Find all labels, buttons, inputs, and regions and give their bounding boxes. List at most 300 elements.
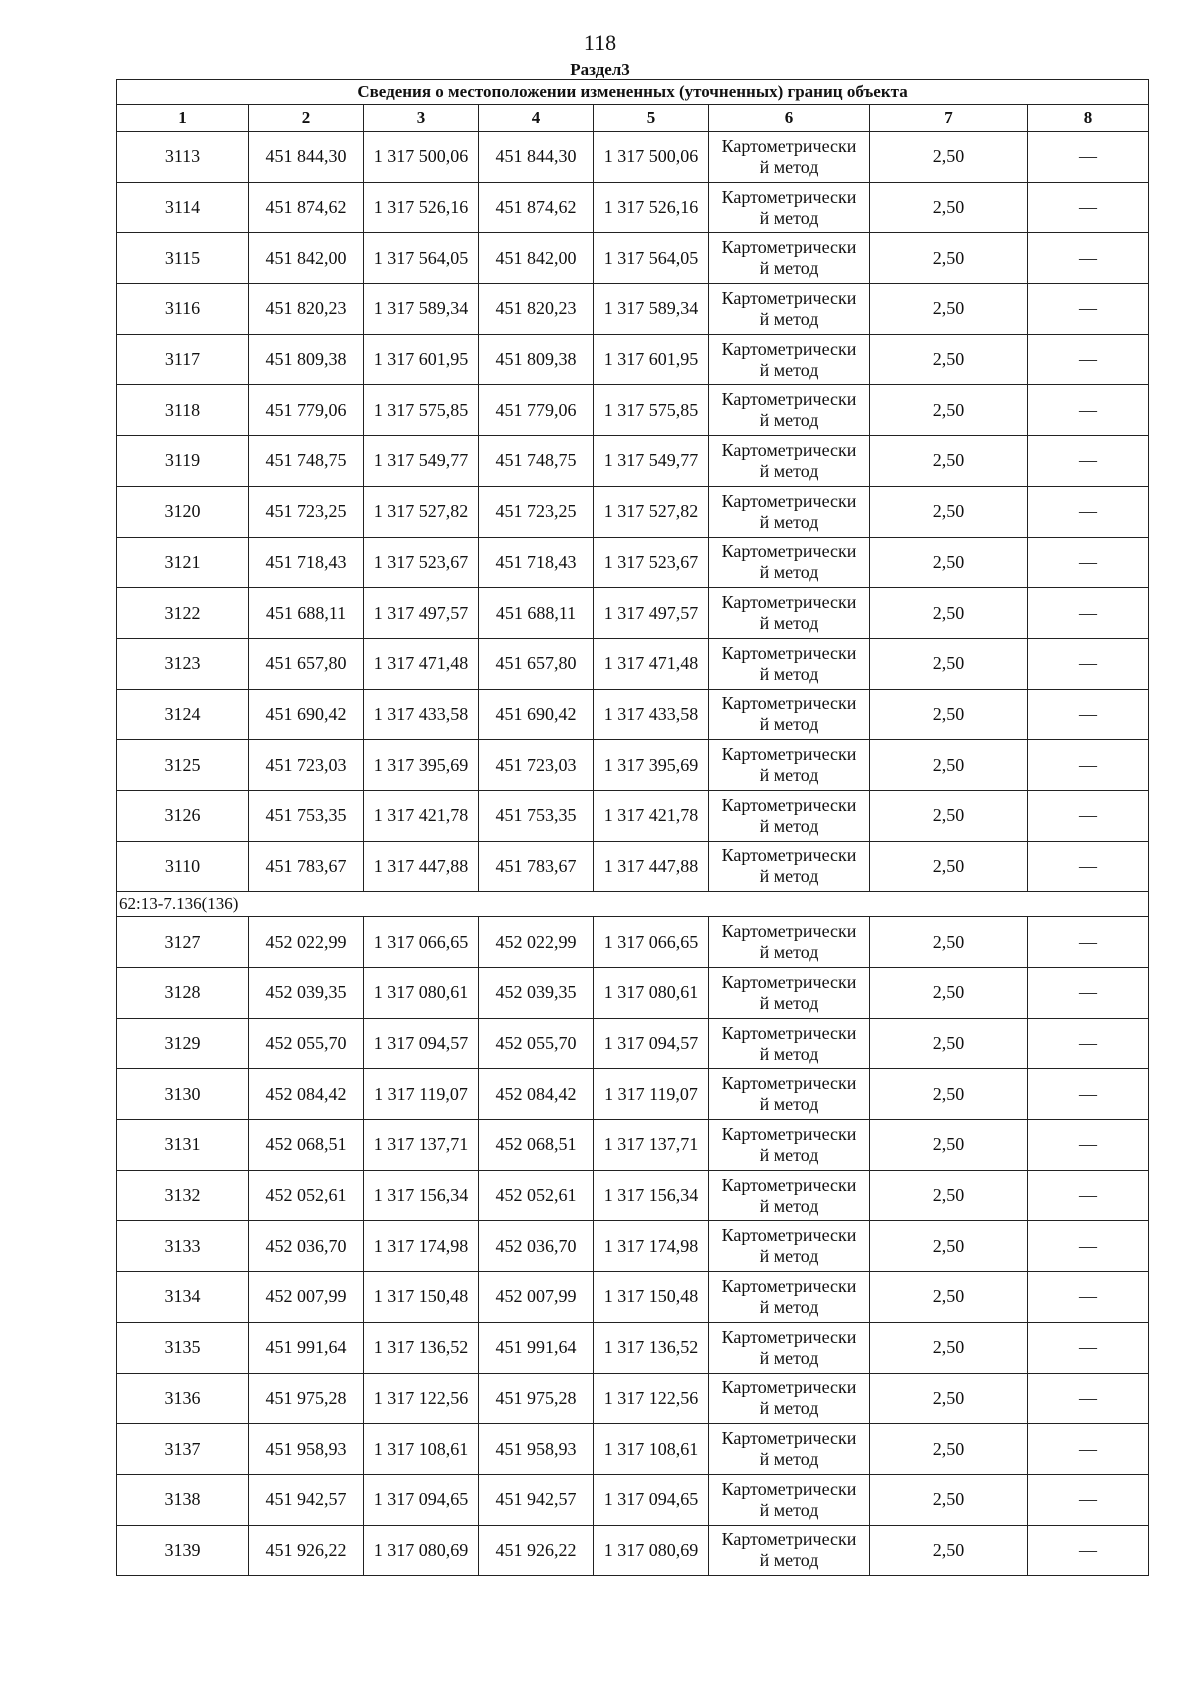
method-line1: Картометрически (721, 338, 857, 359)
table-row (117, 1322, 1149, 1373)
accuracy-cell: 2,50 (870, 689, 1028, 740)
y-coordinate-cell: 1 317 066,65 (594, 917, 709, 968)
description-cell: — (1028, 1018, 1149, 1069)
x-coordinate-cell: 451 723,03 (479, 740, 594, 791)
method-line1: Картометрически (721, 744, 857, 765)
method-line2: й метод (759, 308, 819, 329)
point-number-cell: 3126 (117, 790, 249, 841)
x-coordinate-cell: 451 926,22 (479, 1525, 594, 1576)
x-coordinate-cell: 452 052,61 (249, 1170, 364, 1221)
table-row (117, 841, 1149, 892)
point-number-cell: 3129 (117, 1018, 249, 1069)
accuracy-cell: 2,50 (870, 588, 1028, 639)
x-coordinate-cell: 452 007,99 (479, 1272, 594, 1323)
point-number-cell: 3121 (117, 537, 249, 588)
method-cell (709, 486, 870, 537)
table-row (117, 486, 1149, 537)
y-coordinate-cell: 1 317 174,98 (594, 1221, 709, 1272)
y-coordinate-cell: 1 317 094,65 (364, 1474, 479, 1525)
column-header-1: 1 (117, 105, 249, 132)
accuracy-cell: 2,50 (870, 740, 1028, 791)
method-line1: Картометрически (721, 971, 857, 992)
method-line2: й метод (759, 1398, 819, 1419)
method-line1: Картометрически (721, 135, 857, 156)
method-line1: Картометрически (721, 592, 857, 613)
method-line1: Картометрически (721, 1123, 857, 1144)
x-coordinate-cell: 451 779,06 (479, 385, 594, 436)
description-cell: — (1028, 486, 1149, 537)
y-coordinate-cell: 1 317 601,95 (594, 334, 709, 385)
accuracy-cell: 2,50 (870, 968, 1028, 1019)
point-number-cell: 3133 (117, 1221, 249, 1272)
y-coordinate-cell: 1 317 119,07 (594, 1069, 709, 1120)
point-number-cell: 3110 (117, 841, 249, 892)
point-number-cell: 3137 (117, 1424, 249, 1475)
x-coordinate-cell: 452 022,99 (479, 917, 594, 968)
description-cell: — (1028, 132, 1149, 183)
x-coordinate-cell: 451 657,80 (479, 638, 594, 689)
x-coordinate-cell: 451 753,35 (249, 790, 364, 841)
y-coordinate-cell: 1 317 549,77 (364, 436, 479, 487)
table-row (117, 1373, 1149, 1424)
table-row (117, 1272, 1149, 1323)
y-coordinate-cell: 1 317 080,69 (594, 1525, 709, 1576)
point-number-cell: 3134 (117, 1272, 249, 1323)
method-cell (709, 1322, 870, 1373)
method-line2: й метод (759, 258, 819, 279)
x-coordinate-cell: 451 657,80 (249, 638, 364, 689)
point-number-cell: 3139 (117, 1525, 249, 1576)
column-header-7: 7 (870, 105, 1028, 132)
method-line2: й метод (759, 562, 819, 583)
accuracy-cell: 2,50 (870, 284, 1028, 335)
y-coordinate-cell: 1 317 174,98 (364, 1221, 479, 1272)
x-coordinate-cell: 451 688,11 (249, 588, 364, 639)
table-row (117, 638, 1149, 689)
table-row (117, 1525, 1149, 1576)
method-line2: й метод (759, 714, 819, 735)
method-cell (709, 1525, 870, 1576)
x-coordinate-cell: 451 723,25 (479, 486, 594, 537)
x-coordinate-cell: 451 842,00 (249, 233, 364, 284)
table-body (117, 132, 1149, 1576)
x-coordinate-cell: 451 975,28 (479, 1373, 594, 1424)
x-coordinate-cell: 452 052,61 (479, 1170, 594, 1221)
x-coordinate-cell: 452 036,70 (249, 1221, 364, 1272)
method-cell (709, 1424, 870, 1475)
accuracy-cell: 2,50 (870, 182, 1028, 233)
y-coordinate-cell: 1 317 500,06 (594, 132, 709, 183)
x-coordinate-cell: 452 055,70 (249, 1018, 364, 1069)
y-coordinate-cell: 1 317 080,69 (364, 1525, 479, 1576)
method-line1: Картометрически (721, 389, 857, 410)
accuracy-cell: 2,50 (870, 1018, 1028, 1069)
method-cell (709, 182, 870, 233)
method-cell (709, 1373, 870, 1424)
description-cell: — (1028, 284, 1149, 335)
x-coordinate-cell: 451 991,64 (249, 1322, 364, 1373)
table-row (117, 740, 1149, 791)
table-row (117, 1018, 1149, 1069)
accuracy-cell: 2,50 (870, 1474, 1028, 1525)
method-line2: й метод (759, 1296, 819, 1317)
y-coordinate-cell: 1 317 447,88 (594, 841, 709, 892)
method-line2: й метод (759, 992, 819, 1013)
y-coordinate-cell: 1 317 433,58 (594, 689, 709, 740)
point-number-cell: 3131 (117, 1120, 249, 1171)
y-coordinate-cell: 1 317 549,77 (594, 436, 709, 487)
y-coordinate-cell: 1 317 497,57 (364, 588, 479, 639)
point-number-cell: 3130 (117, 1069, 249, 1120)
y-coordinate-cell: 1 317 575,85 (364, 385, 479, 436)
accuracy-cell: 2,50 (870, 1170, 1028, 1221)
table-row (117, 968, 1149, 1019)
y-coordinate-cell: 1 317 497,57 (594, 588, 709, 639)
accuracy-cell: 2,50 (870, 1322, 1028, 1373)
method-cell (709, 132, 870, 183)
description-cell: — (1028, 1221, 1149, 1272)
description-cell: — (1028, 1170, 1149, 1221)
x-coordinate-cell: 451 991,64 (479, 1322, 594, 1373)
method-cell (709, 917, 870, 968)
accuracy-cell: 2,50 (870, 486, 1028, 537)
y-coordinate-cell: 1 317 094,57 (594, 1018, 709, 1069)
method-line2: й метод (759, 460, 819, 481)
point-number-cell: 3138 (117, 1474, 249, 1525)
point-number-cell: 3135 (117, 1322, 249, 1373)
y-coordinate-cell: 1 317 119,07 (364, 1069, 479, 1120)
y-coordinate-cell: 1 317 421,78 (364, 790, 479, 841)
y-coordinate-cell: 1 317 564,05 (364, 233, 479, 284)
point-number-cell: 3119 (117, 436, 249, 487)
description-cell: — (1028, 182, 1149, 233)
x-coordinate-cell: 451 874,62 (249, 182, 364, 233)
table-caption: Сведения о местоположении измененных (уточненных) границ объекта (117, 80, 1149, 105)
accuracy-cell: 2,50 (870, 233, 1028, 284)
x-coordinate-cell: 451 783,67 (479, 841, 594, 892)
method-line2: й метод (759, 815, 819, 836)
y-coordinate-cell: 1 317 137,71 (364, 1120, 479, 1171)
point-number-cell: 3113 (117, 132, 249, 183)
method-line2: й метод (759, 663, 819, 684)
table-row (117, 1069, 1149, 1120)
method-line1: Картометрически (721, 1275, 857, 1296)
description-cell: — (1028, 233, 1149, 284)
method-line2: й метод (759, 942, 819, 963)
method-line2: й метод (759, 359, 819, 380)
x-coordinate-cell: 452 007,99 (249, 1272, 364, 1323)
method-line2: й метод (759, 1043, 819, 1064)
y-coordinate-cell: 1 317 589,34 (594, 284, 709, 335)
y-coordinate-cell: 1 317 523,67 (364, 537, 479, 588)
column-header-8: 8 (1028, 105, 1149, 132)
point-number-cell: 3118 (117, 385, 249, 436)
table-row (117, 334, 1149, 385)
table-row (117, 1221, 1149, 1272)
method-cell (709, 1170, 870, 1221)
column-header-2: 2 (249, 105, 364, 132)
x-coordinate-cell: 451 779,06 (249, 385, 364, 436)
y-coordinate-cell: 1 317 526,16 (364, 182, 479, 233)
method-line2: й метод (759, 1195, 819, 1216)
x-coordinate-cell: 451 753,35 (479, 790, 594, 841)
y-coordinate-cell: 1 317 433,58 (364, 689, 479, 740)
method-line2: й метод (759, 613, 819, 634)
method-line1: Картометрически (721, 186, 857, 207)
column-header-4: 4 (479, 105, 594, 132)
y-coordinate-cell: 1 317 601,95 (364, 334, 479, 385)
x-coordinate-cell: 451 748,75 (249, 436, 364, 487)
point-number-cell: 3132 (117, 1170, 249, 1221)
x-coordinate-cell: 451 958,93 (479, 1424, 594, 1475)
method-cell (709, 436, 870, 487)
x-coordinate-cell: 451 718,43 (479, 537, 594, 588)
y-coordinate-cell: 1 317 136,52 (364, 1322, 479, 1373)
x-coordinate-cell: 451 690,42 (479, 689, 594, 740)
method-line2: й метод (759, 207, 819, 228)
method-line1: Картометрически (721, 1326, 857, 1347)
accuracy-cell: 2,50 (870, 1525, 1028, 1576)
section-title: Раздел3 (570, 60, 630, 79)
method-cell (709, 588, 870, 639)
accuracy-cell: 2,50 (870, 1373, 1028, 1424)
y-coordinate-cell: 1 317 156,34 (364, 1170, 479, 1221)
description-cell: — (1028, 1322, 1149, 1373)
y-coordinate-cell: 1 317 421,78 (594, 790, 709, 841)
method-cell (709, 1120, 870, 1171)
description-cell: — (1028, 436, 1149, 487)
description-cell: — (1028, 1525, 1149, 1576)
point-number-cell: 3124 (117, 689, 249, 740)
method-line2: й метод (759, 1449, 819, 1470)
method-line1: Картометрически (721, 541, 857, 562)
x-coordinate-cell: 452 084,42 (249, 1069, 364, 1120)
point-number-cell: 3125 (117, 740, 249, 791)
point-number-cell: 3136 (117, 1373, 249, 1424)
method-cell (709, 334, 870, 385)
table-row (117, 588, 1149, 639)
description-cell: — (1028, 588, 1149, 639)
method-cell (709, 740, 870, 791)
table-row (117, 1170, 1149, 1221)
x-coordinate-cell: 452 039,35 (249, 968, 364, 1019)
x-coordinate-cell: 451 688,11 (479, 588, 594, 639)
accuracy-cell: 2,50 (870, 841, 1028, 892)
y-coordinate-cell: 1 317 471,48 (594, 638, 709, 689)
method-line2: й метод (759, 866, 819, 887)
table-row (117, 233, 1149, 284)
table-row (117, 1474, 1149, 1525)
method-line2: й метод (759, 156, 819, 177)
description-cell: — (1028, 1272, 1149, 1323)
y-coordinate-cell: 1 317 122,56 (594, 1373, 709, 1424)
accuracy-cell: 2,50 (870, 1424, 1028, 1475)
table-row (117, 790, 1149, 841)
x-coordinate-cell: 451 718,43 (249, 537, 364, 588)
accuracy-cell: 2,50 (870, 537, 1028, 588)
point-number-cell: 3120 (117, 486, 249, 537)
method-line1: Картометрически (721, 439, 857, 460)
method-cell (709, 689, 870, 740)
description-cell: — (1028, 841, 1149, 892)
y-coordinate-cell: 1 317 094,57 (364, 1018, 479, 1069)
method-line2: й метод (759, 410, 819, 431)
method-line1: Картометрически (721, 1377, 857, 1398)
y-coordinate-cell: 1 317 150,48 (364, 1272, 479, 1323)
description-cell: — (1028, 537, 1149, 588)
y-coordinate-cell: 1 317 122,56 (364, 1373, 479, 1424)
y-coordinate-cell: 1 317 500,06 (364, 132, 479, 183)
y-coordinate-cell: 1 317 156,34 (594, 1170, 709, 1221)
accuracy-cell: 2,50 (870, 1120, 1028, 1171)
table-row (117, 132, 1149, 183)
accuracy-cell: 2,50 (870, 1221, 1028, 1272)
method-line1: Картометрически (721, 1529, 857, 1550)
method-line1: Картометрически (721, 1073, 857, 1094)
method-line1: Картометрически (721, 1478, 857, 1499)
y-coordinate-cell: 1 317 564,05 (594, 233, 709, 284)
table-row (117, 436, 1149, 487)
method-line1: Картометрически (721, 693, 857, 714)
accuracy-cell: 2,50 (870, 638, 1028, 689)
x-coordinate-cell: 452 039,35 (479, 968, 594, 1019)
y-coordinate-cell: 1 317 527,82 (594, 486, 709, 537)
x-coordinate-cell: 451 723,03 (249, 740, 364, 791)
description-cell: — (1028, 689, 1149, 740)
accuracy-cell: 2,50 (870, 1272, 1028, 1323)
y-coordinate-cell: 1 317 136,52 (594, 1322, 709, 1373)
method-cell (709, 1474, 870, 1525)
method-line2: й метод (759, 511, 819, 532)
description-cell: — (1028, 790, 1149, 841)
x-coordinate-cell: 451 809,38 (249, 334, 364, 385)
accuracy-cell: 2,50 (870, 436, 1028, 487)
accuracy-cell: 2,50 (870, 385, 1028, 436)
description-cell: — (1028, 740, 1149, 791)
accuracy-cell: 2,50 (870, 790, 1028, 841)
x-coordinate-cell: 451 844,30 (479, 132, 594, 183)
point-number-cell: 3114 (117, 182, 249, 233)
method-cell (709, 1069, 870, 1120)
accuracy-cell: 2,50 (870, 917, 1028, 968)
point-number-cell: 3128 (117, 968, 249, 1019)
y-coordinate-cell: 1 317 575,85 (594, 385, 709, 436)
x-coordinate-cell: 451 820,23 (249, 284, 364, 335)
description-cell: — (1028, 1120, 1149, 1171)
y-coordinate-cell: 1 317 137,71 (594, 1120, 709, 1171)
method-cell (709, 537, 870, 588)
description-cell: — (1028, 385, 1149, 436)
x-coordinate-cell: 451 874,62 (479, 182, 594, 233)
x-coordinate-cell: 451 748,75 (479, 436, 594, 487)
column-header-6: 6 (709, 105, 870, 132)
description-cell: — (1028, 917, 1149, 968)
y-coordinate-cell: 1 317 080,61 (364, 968, 479, 1019)
x-coordinate-cell: 452 036,70 (479, 1221, 594, 1272)
x-coordinate-cell: 451 942,57 (479, 1474, 594, 1525)
x-coordinate-cell: 452 055,70 (479, 1018, 594, 1069)
method-line1: Картометрически (721, 794, 857, 815)
table-row (117, 1120, 1149, 1171)
x-coordinate-cell: 452 022,99 (249, 917, 364, 968)
table-row (117, 385, 1149, 436)
method-line1: Картометрически (721, 1225, 857, 1246)
description-cell: — (1028, 334, 1149, 385)
accuracy-cell: 2,50 (870, 1069, 1028, 1120)
table-row (117, 1424, 1149, 1475)
accuracy-cell: 2,50 (870, 334, 1028, 385)
method-line2: й метод (759, 1550, 819, 1571)
method-cell (709, 1221, 870, 1272)
x-coordinate-cell: 451 842,00 (479, 233, 594, 284)
method-line1: Картометрически (721, 1022, 857, 1043)
method-cell (709, 233, 870, 284)
x-coordinate-cell: 451 809,38 (479, 334, 594, 385)
method-line1: Картометрически (721, 1428, 857, 1449)
point-number-cell: 3116 (117, 284, 249, 335)
x-coordinate-cell: 451 958,93 (249, 1424, 364, 1475)
method-cell (709, 1272, 870, 1323)
table-row (117, 689, 1149, 740)
x-coordinate-cell: 451 820,23 (479, 284, 594, 335)
point-number-cell: 3117 (117, 334, 249, 385)
column-header-5: 5 (594, 105, 709, 132)
x-coordinate-cell: 452 068,51 (249, 1120, 364, 1171)
table-row (117, 537, 1149, 588)
method-line1: Картометрически (721, 490, 857, 511)
point-number-cell: 3115 (117, 233, 249, 284)
y-coordinate-cell: 1 317 527,82 (364, 486, 479, 537)
table-row (117, 917, 1149, 968)
method-cell (709, 284, 870, 335)
method-cell (709, 385, 870, 436)
x-coordinate-cell: 451 783,67 (249, 841, 364, 892)
description-cell: — (1028, 638, 1149, 689)
y-coordinate-cell: 1 317 526,16 (594, 182, 709, 233)
table-row (117, 284, 1149, 335)
method-cell (709, 841, 870, 892)
x-coordinate-cell: 451 942,57 (249, 1474, 364, 1525)
column-header-row (117, 105, 1149, 132)
method-line1: Картометрически (721, 921, 857, 942)
method-cell (709, 638, 870, 689)
y-coordinate-cell: 1 317 395,69 (364, 740, 479, 791)
method-line2: й метод (759, 1499, 819, 1520)
x-coordinate-cell: 452 068,51 (479, 1120, 594, 1171)
y-coordinate-cell: 1 317 523,67 (594, 537, 709, 588)
method-line2: й метод (759, 1144, 819, 1165)
y-coordinate-cell: 1 317 066,65 (364, 917, 479, 968)
y-coordinate-cell: 1 317 589,34 (364, 284, 479, 335)
description-cell: — (1028, 1474, 1149, 1525)
x-coordinate-cell: 451 926,22 (249, 1525, 364, 1576)
method-cell (709, 790, 870, 841)
y-coordinate-cell: 1 317 108,61 (364, 1424, 479, 1475)
boundary-coordinates-table (116, 79, 1149, 1576)
page-number: 118 (583, 30, 617, 55)
y-coordinate-cell: 1 317 108,61 (594, 1424, 709, 1475)
method-cell (709, 968, 870, 1019)
y-coordinate-cell: 1 317 150,48 (594, 1272, 709, 1323)
x-coordinate-cell: 451 844,30 (249, 132, 364, 183)
method-line2: й метод (759, 1094, 819, 1115)
description-cell: — (1028, 1373, 1149, 1424)
y-coordinate-cell: 1 317 395,69 (594, 740, 709, 791)
column-header-3: 3 (364, 105, 479, 132)
method-line2: й метод (759, 1246, 819, 1267)
y-coordinate-cell: 1 317 447,88 (364, 841, 479, 892)
method-line2: й метод (759, 1347, 819, 1368)
